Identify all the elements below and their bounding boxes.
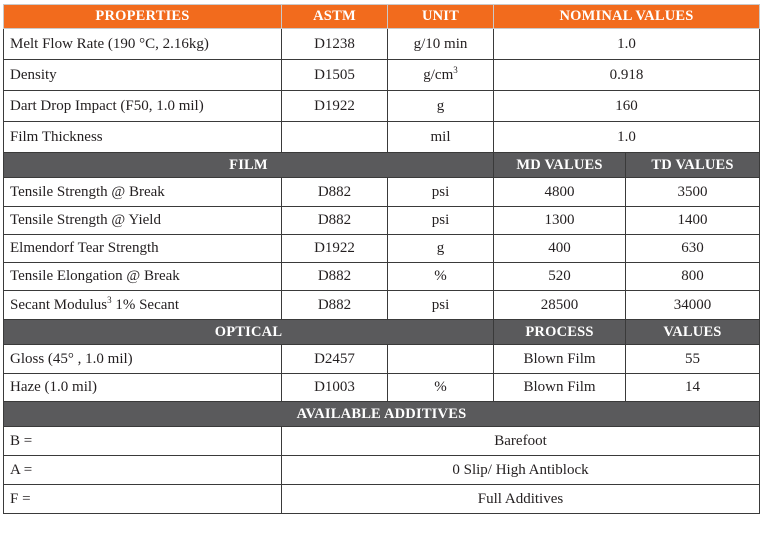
md-value: 4800 [494,178,626,207]
property-name: Melt Flow Rate (190 °C, 2.16kg) [4,29,282,60]
unit: mil [388,122,494,153]
table-row [4,178,760,207]
astm-code: D1003 [282,374,388,402]
additive-description: 0 Slip/ High Antiblock [282,456,760,485]
section-title-additives: AVAILABLE ADDITIVES [4,402,760,427]
additive-description: Full Additives [282,485,760,514]
md-value: 1300 [494,207,626,235]
td-value: 630 [626,235,760,263]
astm-code: D2457 [282,345,388,374]
unit-base: g/cm [423,66,454,83]
property-name: Haze (1.0 mil) [4,374,282,402]
unit [388,345,494,374]
md-value: 400 [494,235,626,263]
header-astm: ASTM [282,5,388,29]
unit: psi [388,291,494,320]
astm-code: D882 [282,291,388,320]
unit [388,60,494,91]
unit: psi [388,178,494,207]
unit: g/10 min [388,29,494,60]
property-name: Tensile Strength @ Yield [4,207,282,235]
table-row [4,485,760,514]
property-name [4,291,282,320]
unit: g [388,91,494,122]
unit: g [388,235,494,263]
additives-section-header [4,402,760,427]
property-name-base: Secant Modulus [10,296,108,313]
table-row [4,263,760,291]
td-value: 34000 [626,291,760,320]
optical-section-header [4,320,760,345]
astm-code: D882 [282,178,388,207]
property-name: Elmendorf Tear Strength [4,235,282,263]
additive-code: A = [4,456,282,485]
header-values: VALUES [626,320,760,345]
header-process: PROCESS [494,320,626,345]
header-td-values: TD VALUES [626,153,760,178]
nominal-value: 1.0 [494,29,760,60]
optical-value: 14 [626,374,760,402]
table-row [4,91,760,122]
section-title-film: FILM [4,153,494,178]
table-row [4,29,760,60]
header-unit: UNIT [388,5,494,29]
unit: % [388,374,494,402]
properties-table [3,4,760,514]
table-row [4,427,760,456]
process-value: Blown Film [494,374,626,402]
property-name: Tensile Elongation @ Break [4,263,282,291]
property-name: Density [4,60,282,91]
additive-description: Barefoot [282,427,760,456]
astm-code: D882 [282,263,388,291]
additive-code: F = [4,485,282,514]
table-row [4,207,760,235]
astm-code: D1922 [282,91,388,122]
property-name: Film Thickness [4,122,282,153]
process-value: Blown Film [494,345,626,374]
optical-value: 55 [626,345,760,374]
nominal-value: 1.0 [494,122,760,153]
table-row [4,60,760,91]
property-superscript: 3 [107,294,112,305]
table-header-row [4,5,760,29]
md-value: 520 [494,263,626,291]
td-value: 800 [626,263,760,291]
astm-code: D1238 [282,29,388,60]
property-name: Tensile Strength @ Break [4,178,282,207]
table-row [4,345,760,374]
table-row [4,235,760,263]
header-md-values: MD VALUES [494,153,626,178]
section-title-optical: OPTICAL [4,320,494,345]
header-nominal-values: NOMINAL VALUES [494,5,760,29]
astm-code: D1505 [282,60,388,91]
astm-code: D1922 [282,235,388,263]
table-row [4,122,760,153]
astm-code [282,122,388,153]
property-name: Gloss (45° , 1.0 mil) [4,345,282,374]
td-value: 1400 [626,207,760,235]
film-section-header [4,153,760,178]
astm-code: D882 [282,207,388,235]
table-row [4,291,760,320]
unit-superscript: 3 [453,64,458,75]
td-value: 3500 [626,178,760,207]
property-name-rest: 1% Secant [111,296,180,313]
md-value: 28500 [494,291,626,320]
nominal-value: 0.918 [494,60,760,91]
property-name: Dart Drop Impact (F50, 1.0 mil) [4,91,282,122]
unit: % [388,263,494,291]
table-row [4,374,760,402]
additive-code: B = [4,427,282,456]
table-row [4,456,760,485]
nominal-value: 160 [494,91,760,122]
header-properties: PROPERTIES [4,5,282,29]
unit: psi [388,207,494,235]
